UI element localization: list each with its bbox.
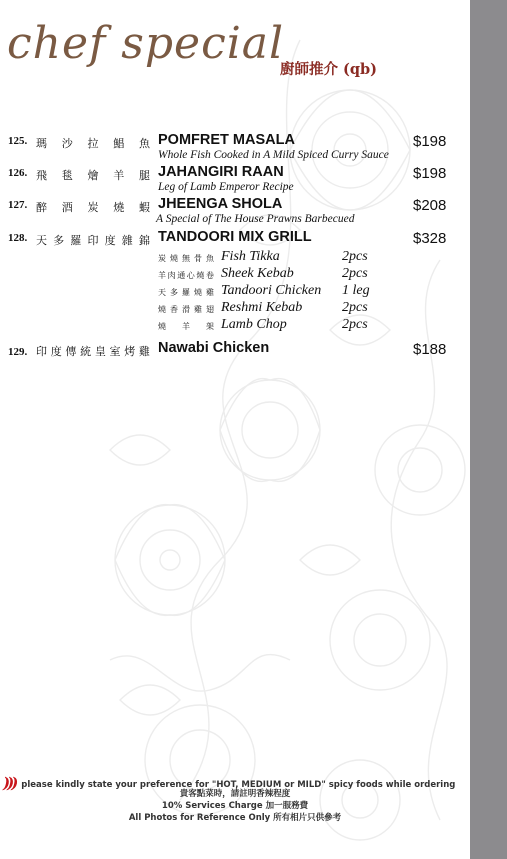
sub-item-name: Reshmi Kebab [221,300,303,315]
item-chinese-name: 飛 毯 燴 羊 腿 [36,169,150,182]
sub-item-quantity: 2pcs [342,317,368,332]
item-name: Nawabi Chicken [158,340,270,356]
item-name: TANDOORI MIX GRILL [158,229,312,245]
item-price: $208 [413,197,447,214]
item-chinese-name: 醉 酒 炭 燒 蝦 [36,201,150,214]
sub-item-quantity: 1 leg [342,283,370,298]
item-price: $188 [413,341,447,358]
page-title: chef special [7,18,285,69]
item-number: 129. [8,346,28,358]
sub-item-quantity: 2pcs [342,266,368,281]
page-title-chinese: 廚師推介 (qb) [280,61,378,78]
item-description: Leg of Lamb Emperor Recipe [158,181,294,193]
item-price: $198 [413,165,447,182]
sub-item-chinese-name: 炭 燒 無 骨 魚 [158,254,214,263]
item-chinese-name: 瑪 沙 拉 鯧 魚 [36,137,150,150]
item-number: 126. [8,167,28,179]
item-number: 127. [8,199,28,211]
sub-item-quantity: 2pcs [342,300,368,315]
sub-item-name: Tandoori Chicken [221,283,322,298]
spice-preference-chinese: 貴客點菜時，請註明香辣程度 [179,789,291,799]
item-name: JAHANGIRI RAAN [158,164,284,180]
side-panel [470,0,507,859]
item-description: A Special of The House Prawns Barbecued [156,213,355,225]
sub-item-quantity: 2pcs [342,249,368,264]
item-name: JHEENGA SHOLA [158,196,283,212]
sub-item-name: Sheek Kebab [221,266,294,281]
sub-item-name: Fish Tikka [221,249,280,264]
item-price: $328 [413,230,447,247]
service-charge-note: 10% Services Charge 加一服務費 [161,801,309,811]
item-number: 125. [8,135,28,147]
sub-item-chinese-name: 羊 肉 通 心 燒 卷 [158,271,214,280]
item-description: Whole Fish Cooked in A Mild Spiced Curry Sauce [158,149,389,161]
item-name: POMFRET MASALA [158,132,295,148]
spice-preference-text: please kindly state your preference for "HOT, MEDIUM or MILD" spicy foods while ordering [21,780,456,790]
item-chinese-name: 天 多 羅 印 度 雜 錦 [36,234,150,247]
item-number: 128. [8,232,28,244]
sub-item-chinese-name: 燒 香 滑 雞 翅 [158,305,214,314]
photo-reference-note: All Photos for Reference Only 所有相片只供參考 [128,813,342,823]
sub-item-chinese-name: 天 多 羅 燒 雞 [158,288,214,297]
item-chinese-name: 印 度 傳 統 皇 室 烤 雞 [36,345,150,358]
sub-item-name: Lamb Chop [221,317,287,332]
sub-item-chinese-name: 燒 羊 架 [158,322,214,331]
chili-icon: ))) [3,774,16,792]
item-price: $198 [413,133,447,150]
